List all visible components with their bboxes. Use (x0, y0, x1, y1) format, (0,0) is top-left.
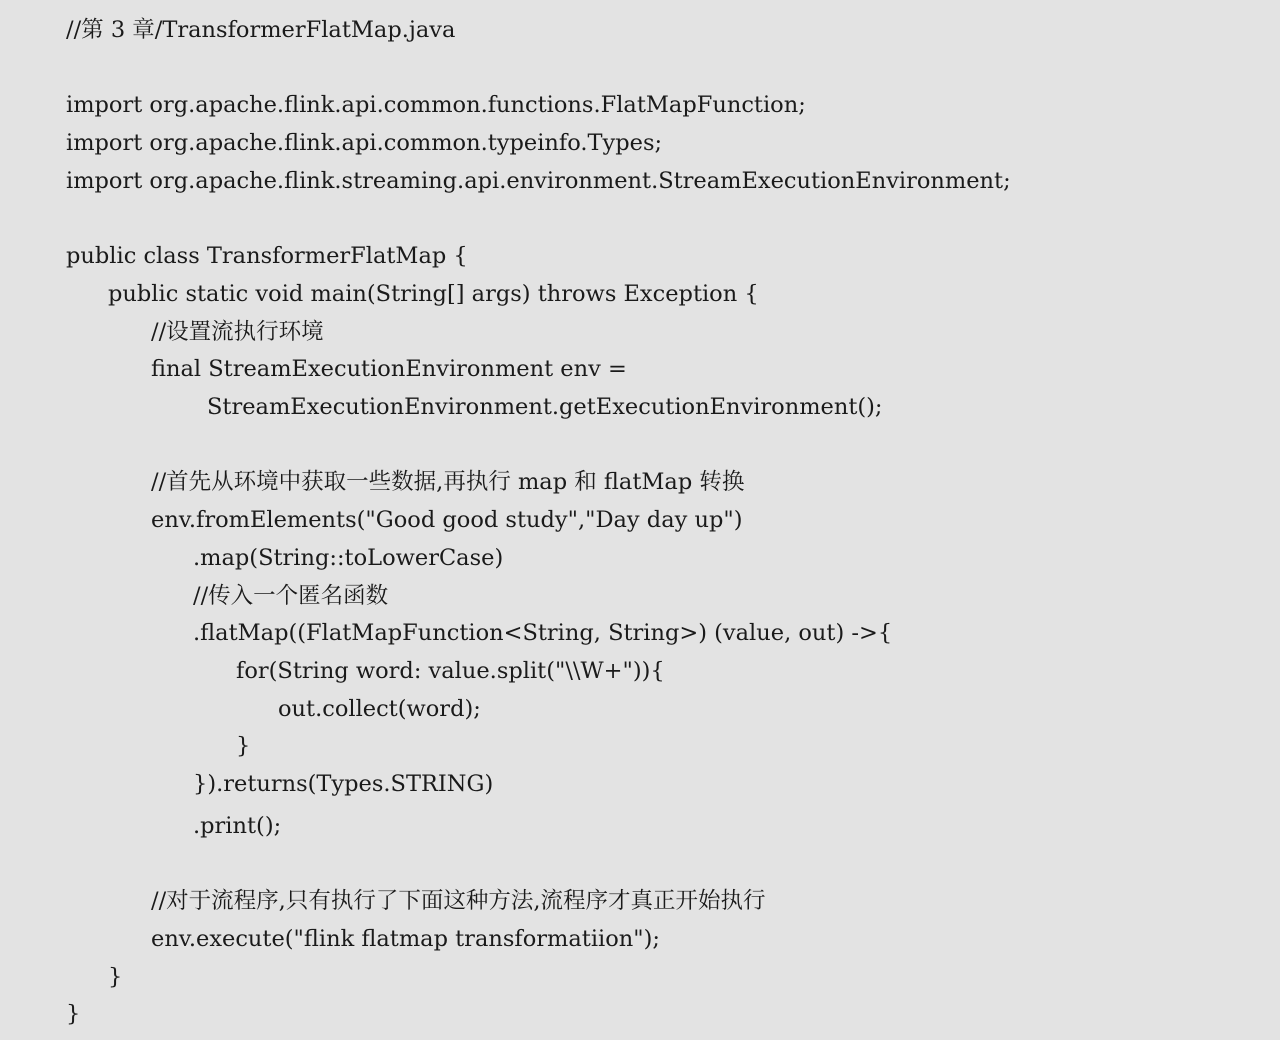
code-line-14: .flatMap((FlatMapFunction<String, String>) (value, out) ->{ (193, 620, 893, 646)
code-line-21: env.execute("flink flatmap transformatiion"); (151, 926, 660, 952)
code-line-1: //第 3 章/TransformerFlatMap.java (66, 17, 456, 43)
code-line-8: final StreamExecutionEnvironment env = (151, 356, 627, 382)
code-line-11: env.fromElements("Good good study","Day day up") (151, 507, 743, 533)
code-line-6: public static void main(String[] args) throws Exception { (108, 281, 759, 307)
code-line-5: public class TransformerFlatMap { (66, 243, 468, 269)
code-line-7: //设置流执行环境 (151, 319, 324, 345)
code-line-10: //首先从环境中获取一些数据,再执行 map 和 flatMap 转换 (151, 469, 745, 495)
code-line-17: } (236, 733, 251, 759)
code-line-3: import org.apache.flink.api.common.typeinfo.Types; (66, 130, 663, 156)
code-line-15: for(String word: value.split("\\W+")){ (236, 658, 665, 684)
code-line-4: import org.apache.flink.streaming.api.environment.StreamExecutionEnvironment; (66, 168, 1011, 194)
code-line-22: } (108, 964, 123, 990)
code-line-9: StreamExecutionEnvironment.getExecutionEnvironment(); (207, 394, 883, 420)
code-line-23: } (66, 1001, 81, 1027)
code-line-18: }).returns(Types.STRING) (193, 771, 494, 797)
code-line-16: out.collect(word); (278, 696, 481, 722)
code-line-20: //对于流程序,只有执行了下面这种方法,流程序才真正开始执行 (151, 888, 766, 914)
code-line-13: //传入一个匿名函数 (193, 583, 389, 609)
code-line-19: .print(); (193, 813, 282, 839)
code-line-12: .map(String::toLowerCase) (193, 545, 504, 571)
code-line-2: import org.apache.flink.api.common.functions.FlatMapFunction; (66, 92, 806, 118)
